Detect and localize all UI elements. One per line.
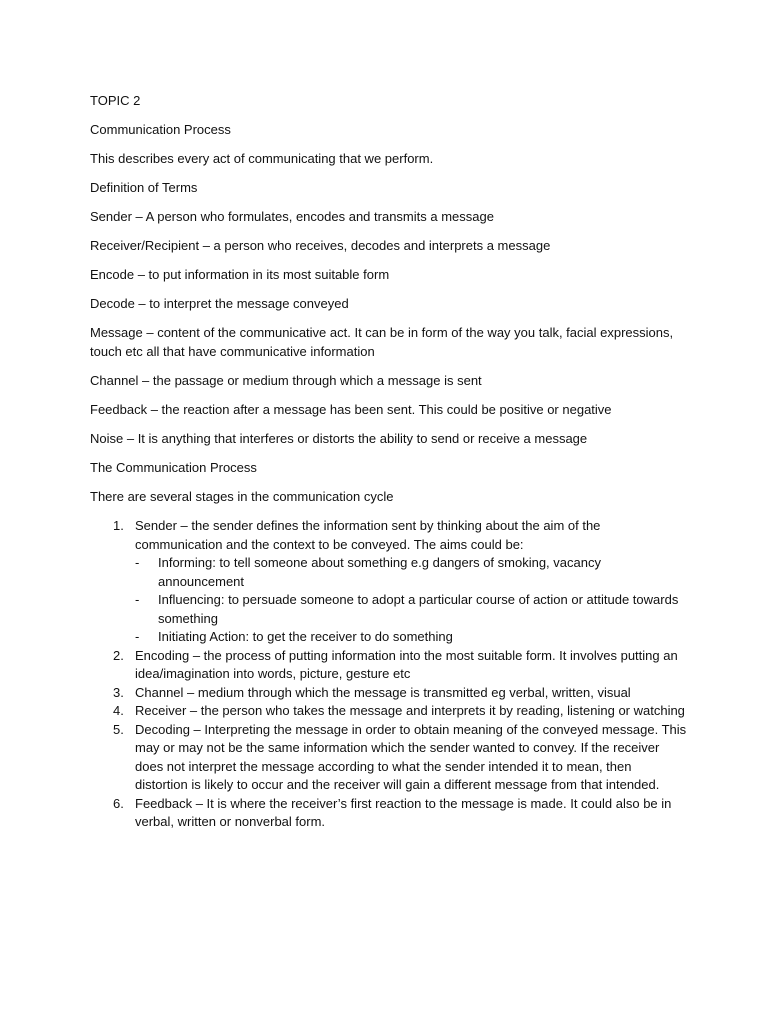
dash-bullet: - bbox=[135, 629, 140, 644]
process-heading: The Communication Process bbox=[90, 460, 257, 475]
dash-bullet: - bbox=[135, 592, 140, 607]
definition-sender: Sender – A person who formulates, encodes and transmits a message bbox=[90, 209, 494, 224]
list-item bbox=[90, 647, 690, 684]
sub-list-item-text: Influencing: to persuade someone to adopt a particular course of action or attitude towards something bbox=[158, 592, 679, 626]
list-item bbox=[90, 684, 690, 703]
list-item bbox=[90, 702, 690, 721]
definitions-heading: Definition of Terms bbox=[90, 180, 198, 195]
section-title: Communication Process bbox=[90, 122, 231, 137]
list-item-text: Channel – medium through which the message is transmitted eg verbal, written, visual bbox=[135, 684, 631, 700]
definition-channel: Channel – the passage or medium through which a message is sent bbox=[90, 373, 482, 388]
dash-bullet: - bbox=[135, 555, 140, 570]
list-item-number: 6. bbox=[113, 795, 124, 811]
list-item-number: 3. bbox=[113, 684, 124, 700]
sub-list-item-text: Informing: to tell someone about something e.g dangers of smoking, vacancy announcement bbox=[158, 555, 601, 589]
list-item-text: Decoding – Interpreting the message in order to obtain meaning of the conveyed message. This may or may not be the same information which the sender wanted to convey. If the receiver does not interpret the message according to what the sender intended it to mean, then distortion is likely to occur and the receiver will gain a different message from that intended. bbox=[135, 721, 687, 792]
topic-label: TOPIC 2 bbox=[90, 93, 141, 108]
sub-list-item-text: Initiating Action: to get the receiver to do something bbox=[158, 629, 453, 644]
intro-paragraph: This describes every act of communicating that we perform. bbox=[90, 151, 434, 166]
definition-decode: Decode – to interpret the message conveyed bbox=[90, 296, 349, 311]
sub-list-item bbox=[135, 554, 690, 591]
sub-list-item bbox=[135, 628, 690, 647]
stages-intro: There are several stages in the communication cycle bbox=[90, 489, 394, 504]
list-item-number: 5. bbox=[113, 721, 124, 737]
list-item-number: 1. bbox=[113, 518, 124, 533]
list-item-text: Encoding – the process of putting information into the most suitable form. It involves putting an idea/imagination into words, picture, gesture etc bbox=[135, 647, 678, 681]
sub-list-item bbox=[135, 591, 690, 628]
sub-list bbox=[135, 554, 690, 647]
stages-list bbox=[90, 517, 690, 832]
definition-encode: Encode – to put information in its most suitable form bbox=[90, 267, 390, 282]
list-item-number: 2. bbox=[113, 647, 124, 663]
list-item-text: Receiver – the person who takes the message and interprets it by reading, listening or watching bbox=[135, 703, 685, 718]
list-item bbox=[90, 721, 690, 795]
list-item-text: Feedback – It is where the receiver’s first reaction to the message is made. It could also be in verbal, written or nonverbal form. bbox=[135, 795, 672, 829]
list-item-text: Sender – the sender defines the information sent by thinking about the aim of the communication and the context to be conveyed. The aims could be: bbox=[135, 518, 601, 552]
definition-feedback: Feedback – the reaction after a message has been sent. This could be positive or negative bbox=[90, 402, 612, 417]
definition-noise: Noise – It is anything that interferes or distorts the ability to send or receive a message bbox=[90, 431, 588, 446]
list-item bbox=[90, 795, 690, 832]
definition-receiver: Receiver/Recipient – a person who receives, decodes and interprets a message bbox=[90, 238, 551, 253]
definition-message: Message – content of the communicative act. It can be in form of the way you talk, facial expressions, touch etc all that have communicative information bbox=[90, 325, 674, 359]
list-item bbox=[90, 517, 690, 647]
list-item-number: 4. bbox=[113, 703, 124, 718]
